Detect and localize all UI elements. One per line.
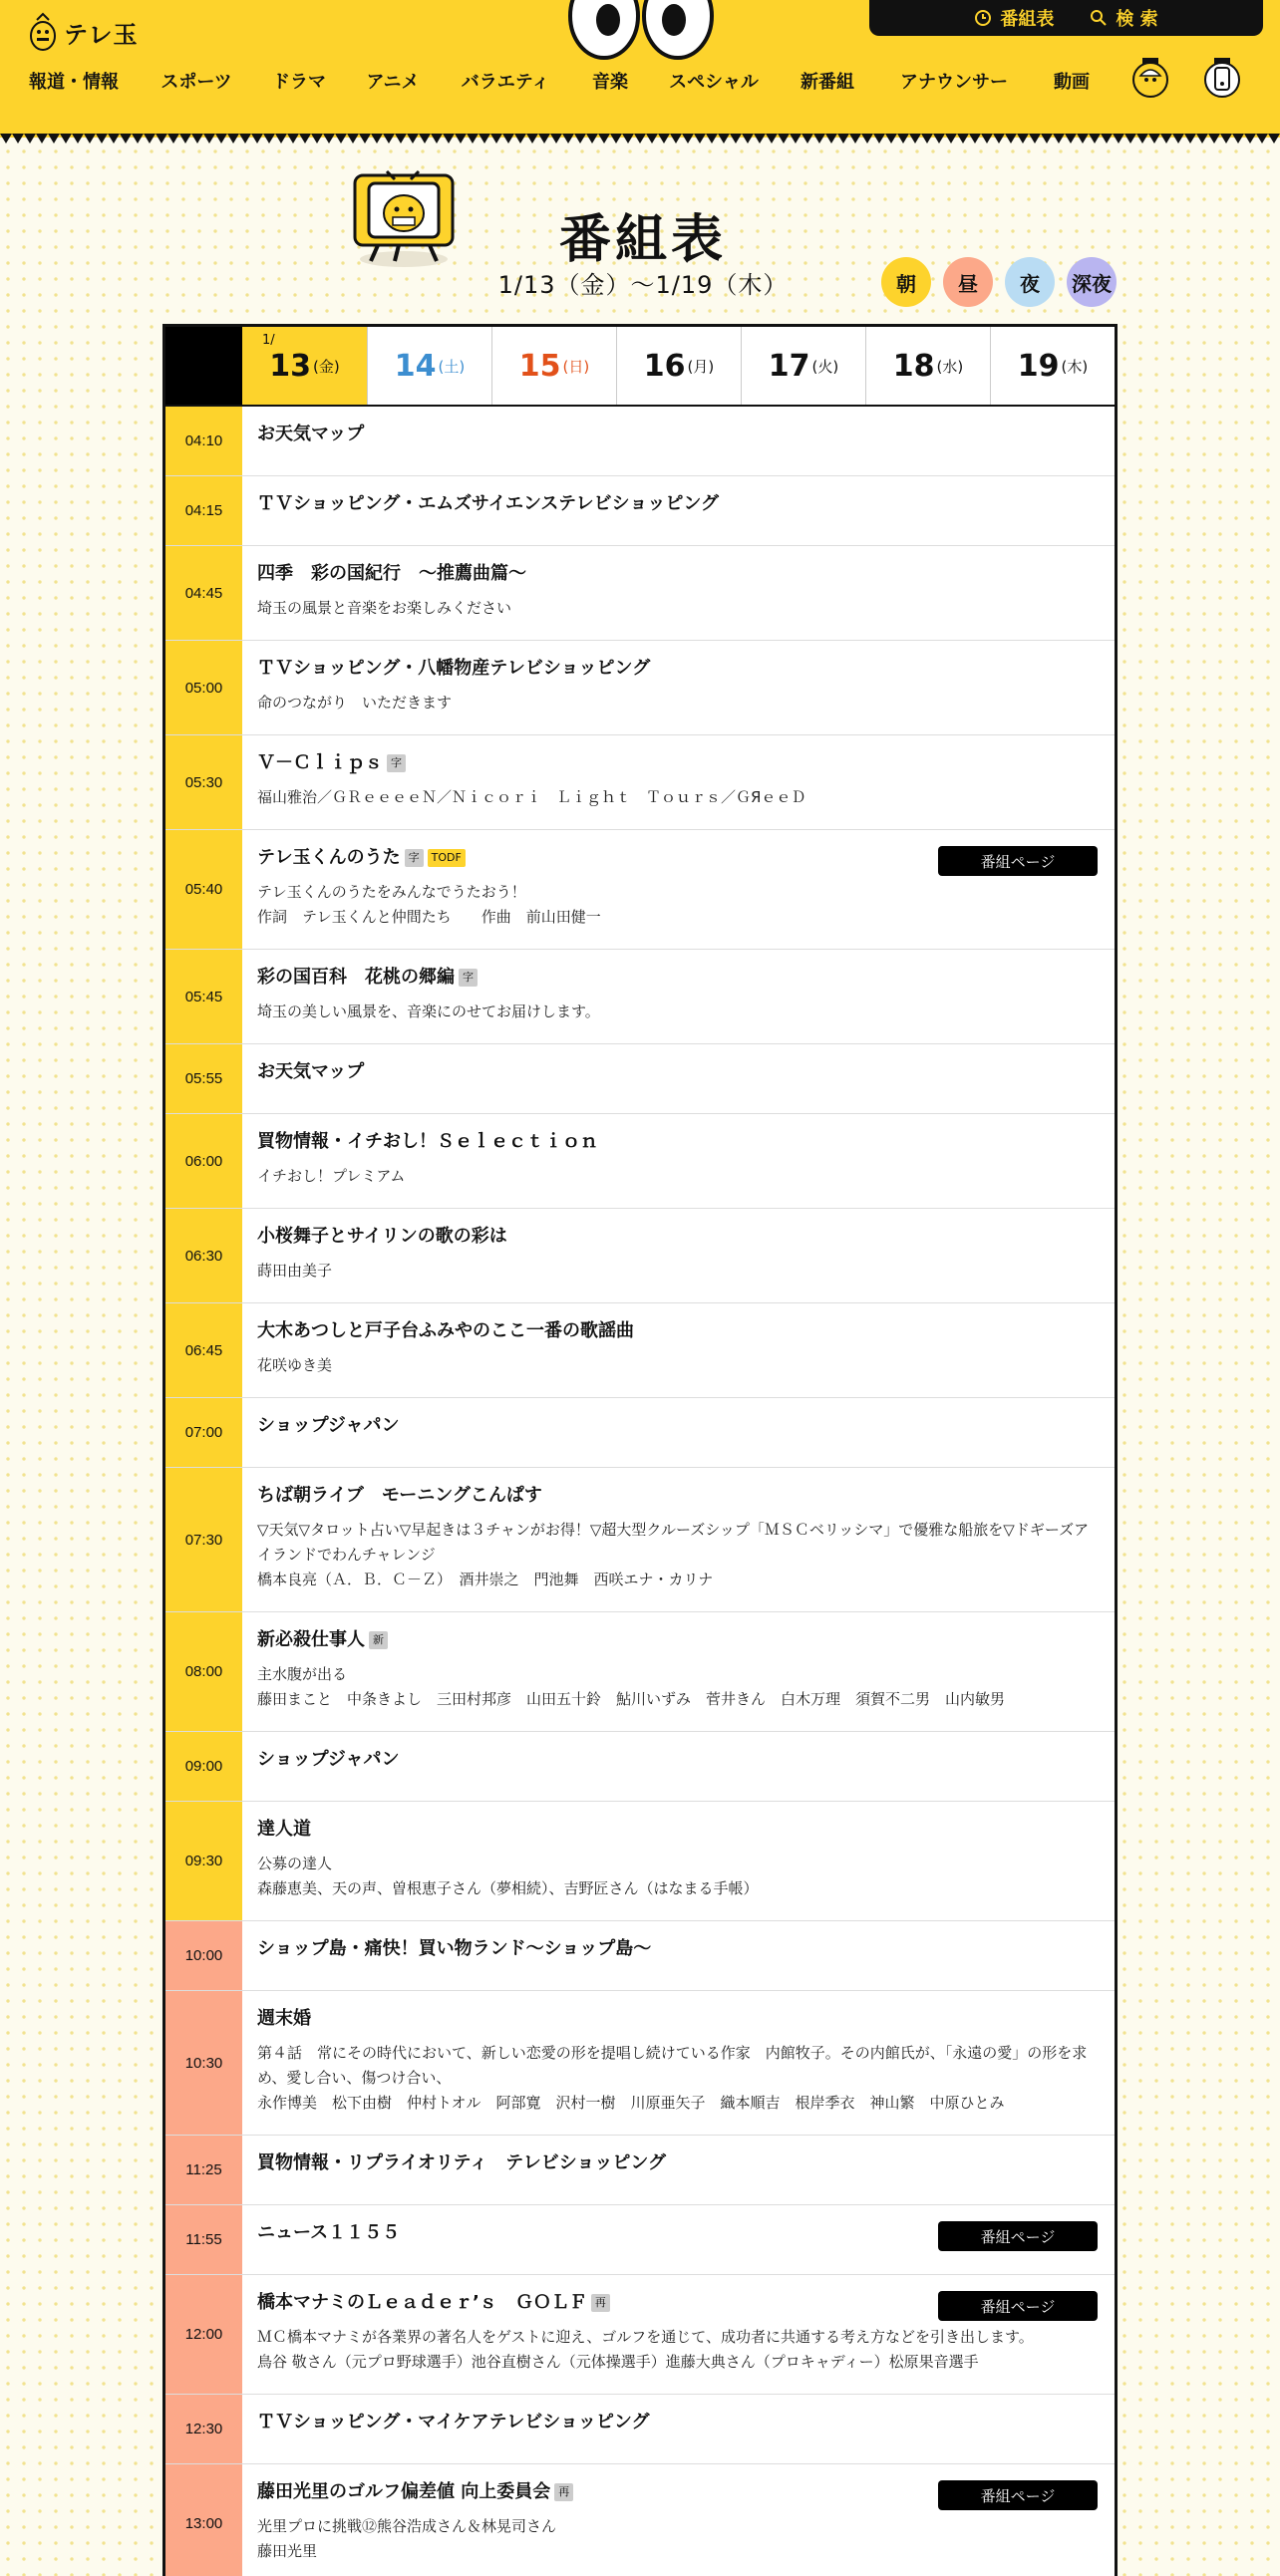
- program-time: 07:30: [165, 1468, 242, 1611]
- program-title[interactable]: 藤田光里のゴルフ偏差値 向上委員会: [257, 2481, 551, 2502]
- program-time: 05:40: [165, 830, 242, 949]
- schedule-link-label: 番組表: [1000, 9, 1055, 30]
- program-description: 花咲ゆき美: [257, 1356, 333, 1374]
- program-info: [242, 546, 1115, 640]
- nav-sports[interactable]: スポーツ: [160, 72, 232, 93]
- program-tag: 新: [369, 1631, 388, 1649]
- program-title[interactable]: お天気マップ: [257, 424, 365, 444]
- program-description: 主水腹が出る: [257, 1665, 348, 1683]
- day-tab-15[interactable]: [491, 327, 616, 405]
- program-row[interactable]: [165, 546, 1115, 641]
- program-time: 06:45: [165, 1303, 242, 1397]
- schedule-link[interactable]: [974, 5, 1054, 31]
- date-range: 1/13（金）〜1/19（木）: [497, 271, 789, 299]
- day-tab-18[interactable]: [865, 327, 990, 405]
- program-time: 07:00: [165, 1398, 242, 1467]
- program-tag: 字: [459, 969, 478, 987]
- program-info: [242, 476, 1115, 545]
- program-description: 埼玉の美しい風景を、音楽にのせてお届けします。: [257, 1002, 600, 1020]
- program-row[interactable]: [165, 1114, 1115, 1209]
- program-row[interactable]: [165, 2275, 1115, 2395]
- program-info: [242, 1303, 1115, 1397]
- program-title-line: [257, 1628, 1097, 1652]
- program-title-line: [257, 1937, 1097, 1961]
- program-info: [242, 2464, 1115, 2576]
- program-title-line: [257, 1818, 1097, 1842]
- daytime-filter-button[interactable]: [943, 257, 993, 307]
- late-night-filter-button[interactable]: [1067, 257, 1117, 307]
- program-description: 公募の達人: [257, 1855, 333, 1872]
- program-time: 05:55: [165, 1044, 242, 1113]
- program-cast: 橋本良亮（Ａ．Ｂ．Ｃ－Ｚ） 酒井崇之 門池舞 西咲エナ・カリナ: [257, 1571, 714, 1588]
- program-tag: TODF: [428, 849, 466, 867]
- page-title: 番組表: [558, 210, 727, 270]
- program-schedule: [162, 324, 1118, 2576]
- program-title-line: [257, 1225, 1097, 1249]
- program-row[interactable]: [165, 1802, 1115, 1921]
- tv-mascot-icon: [349, 165, 459, 271]
- program-info: [242, 1468, 1115, 1611]
- day-tab-13[interactable]: [242, 327, 367, 405]
- program-list: [165, 407, 1115, 2576]
- search-link-label: 検 索: [1116, 9, 1158, 30]
- program-info: [242, 641, 1115, 734]
- program-page-button[interactable]: 番組ページ: [938, 2480, 1098, 2510]
- program-time: 09:00: [165, 1732, 242, 1801]
- day-tab-weekday: (日): [562, 357, 590, 376]
- program-row[interactable]: [165, 1303, 1115, 1398]
- program-info: [242, 1802, 1115, 1920]
- program-info: [242, 2136, 1115, 2204]
- program-time: 04:15: [165, 476, 242, 545]
- program-description: 埼玉の風景と音楽をお楽しみください: [257, 599, 512, 617]
- program-title[interactable]: 橋本マナミのＬｅａｄｅｒ’ｓ ＧＯＬＦ: [257, 2292, 587, 2313]
- day-tab-weekday: (金): [313, 357, 340, 376]
- program-row[interactable]: [165, 1398, 1115, 1468]
- program-row[interactable]: [165, 1732, 1115, 1802]
- program-info: [242, 2395, 1115, 2463]
- night-filter-label: 夜: [1020, 271, 1040, 296]
- program-row[interactable]: [165, 476, 1115, 546]
- program-title-line: [257, 2411, 1097, 2434]
- program-title[interactable]: ＴＶショッピング・エムズサイエンステレビショッピング: [257, 493, 719, 514]
- program-time: 12:00: [165, 2275, 242, 2394]
- program-description: 命のつながり いただきます: [257, 694, 453, 712]
- program-title[interactable]: 買物情報・イチおし！Ｓｅｌｅｃｔｉｏｎ: [257, 1131, 598, 1152]
- program-time: 13:00: [165, 2464, 242, 2576]
- program-row[interactable]: [165, 1921, 1115, 1991]
- program-time: 09:30: [165, 1802, 242, 1920]
- nav-videos[interactable]: 動画: [1054, 72, 1090, 93]
- program-title[interactable]: ちば朝ライブ モーニングこんぱす: [257, 1485, 542, 1506]
- program-title[interactable]: ＴＶショッピング・マイケアテレビショッピング: [257, 2412, 650, 2433]
- program-time: 05:30: [165, 735, 242, 829]
- program-title-line: [257, 2151, 1097, 2175]
- nav-announcers[interactable]: アナウンサー: [900, 72, 1008, 93]
- day-tab-number: 14: [394, 348, 437, 384]
- day-tab-17[interactable]: [741, 327, 865, 405]
- program-info: [242, 1114, 1115, 1208]
- program-info: [242, 1732, 1115, 1801]
- day-tab-weekday: (土): [438, 357, 466, 376]
- program-time: 05:45: [165, 950, 242, 1043]
- program-row[interactable]: [165, 735, 1115, 830]
- program-row[interactable]: [165, 1209, 1115, 1303]
- program-title[interactable]: ショップジャパン: [257, 1415, 400, 1436]
- day-tab-19[interactable]: [990, 327, 1115, 405]
- program-cast: 鳥谷 敬さん（元プロ野球選手）池谷直樹さん（元体操選手）進藤大典さん（プロキャディー）松原果音選手: [257, 2353, 979, 2371]
- program-row[interactable]: [165, 830, 1115, 950]
- program-description: ▽天気▽タロット占い▽早起きは３チャンがお得！▽超大型クルーズシップ「ＭＳＣベリッシマ」で優雅な船旅を▽ドギーズアイランドでわんチャレンジ: [257, 1521, 1090, 1564]
- program-title[interactable]: 彩の国百科 花桃の郷編: [257, 967, 455, 988]
- program-title-line: [257, 1748, 1097, 1772]
- program-cast: 作詞 テレ玉くんと仲間たち 作曲 前山田健一: [257, 908, 601, 926]
- program-title-line: [257, 751, 1097, 775]
- site-header: [0, 0, 1280, 138]
- program-title-line: [257, 966, 1097, 990]
- program-title-line: [257, 492, 1097, 516]
- program-description: 第４話 常にその時代において、新しい恋愛の形を提唱し続けている作家 内館牧子。その内館氏が、「永遠の愛」の形を求め、愛し合い、傷つけ合い、: [257, 2044, 1088, 2087]
- morning-filter-label: 朝: [896, 271, 916, 296]
- program-cast: 藤田光里: [257, 2542, 318, 2560]
- nav-anime[interactable]: アニメ: [366, 72, 420, 93]
- program-info: [242, 1209, 1115, 1302]
- tere-tama-kun-badge-icon[interactable]: [1130, 54, 1170, 100]
- nav-new-programs[interactable]: 新番組: [800, 72, 854, 93]
- program-title[interactable]: ＴＶショッピング・八幡物産テレビショッピング: [257, 658, 651, 679]
- program-title[interactable]: ショップジャパン: [257, 1749, 400, 1770]
- program-row[interactable]: [165, 950, 1115, 1044]
- mascot-logo-icon: [28, 12, 58, 52]
- program-time: 10:30: [165, 1991, 242, 2135]
- day-tab-number: 15: [518, 348, 561, 384]
- day-tab-number: 17: [768, 348, 810, 384]
- search-link[interactable]: [1090, 5, 1157, 31]
- program-title-line: [257, 657, 1097, 681]
- program-title[interactable]: 達人道: [257, 1819, 311, 1840]
- morning-filter-button[interactable]: [881, 257, 931, 307]
- program-row[interactable]: [165, 1044, 1115, 1114]
- program-title[interactable]: 四季 彩の国紀行 ～推薦曲篇～: [257, 563, 526, 584]
- program-info: [242, 1044, 1115, 1113]
- program-tag: 再: [554, 2483, 573, 2501]
- site-logo[interactable]: [28, 12, 139, 52]
- program-time: 06:00: [165, 1114, 242, 1208]
- program-row[interactable]: [165, 2205, 1115, 2275]
- program-row[interactable]: [165, 407, 1115, 476]
- program-info: [242, 2205, 1115, 2274]
- program-description: 福山雅治／ＧＲｅｅｅｅＮ／Ｎｉｃｏｒｉ Ｌｉｇｈｔ Ｔｏｕｒｓ／ＧЯｅｅＤ: [257, 788, 806, 806]
- top-links-bar: [869, 0, 1263, 36]
- program-tag: 再: [591, 2294, 610, 2312]
- day-tab-number: 19: [1017, 348, 1060, 384]
- program-cast: 森藤恵美、天の声、曽根恵子さん（夢相続）、吉野匠さん（はなまる手帳）: [257, 1879, 759, 1897]
- program-title[interactable]: テレ玉くんのうた: [257, 847, 401, 868]
- day-tabs: [165, 327, 1115, 407]
- program-title-line: [257, 562, 1097, 586]
- program-page-button[interactable]: 番組ページ: [938, 2291, 1098, 2321]
- program-page-button[interactable]: 番組ページ: [938, 2221, 1098, 2251]
- program-time: 06:30: [165, 1209, 242, 1302]
- program-row[interactable]: [165, 2136, 1115, 2205]
- clock-icon: [974, 9, 992, 27]
- program-time: 04:45: [165, 546, 242, 640]
- program-time: 04:10: [165, 407, 242, 475]
- program-time: 05:00: [165, 641, 242, 734]
- program-row[interactable]: [165, 1991, 1115, 2136]
- program-row[interactable]: [165, 2464, 1115, 2576]
- program-info: [242, 1398, 1115, 1467]
- program-title[interactable]: 小桜舞子とサイリンの歌の彩は: [257, 1226, 507, 1247]
- day-tab-number: 18: [892, 348, 935, 384]
- program-tag: 字: [387, 754, 406, 772]
- program-title-line: [257, 1319, 1097, 1343]
- day-tab-number: 13: [269, 348, 312, 384]
- program-info: [242, 1991, 1115, 2135]
- program-title[interactable]: 新必殺仕事人: [257, 1629, 365, 1650]
- nav-special[interactable]: スペシャル: [669, 72, 759, 93]
- program-row[interactable]: [165, 1612, 1115, 1732]
- program-row[interactable]: [165, 1468, 1115, 1612]
- program-time: 11:55: [165, 2205, 242, 2274]
- program-title[interactable]: 買物情報・リプライオリティ テレビショッピング: [257, 2152, 667, 2173]
- program-title[interactable]: 週末婚: [257, 2008, 311, 2029]
- program-title-line: [257, 1130, 1097, 1154]
- logo-text: テレ玉: [64, 20, 139, 49]
- nav-news[interactable]: 報道・情報: [29, 72, 119, 93]
- program-row[interactable]: [165, 2395, 1115, 2464]
- late-night-filter-label: 深夜: [1072, 271, 1112, 296]
- day-tab-weekday: (木): [1061, 357, 1089, 376]
- search-icon: [1090, 9, 1108, 27]
- program-info: [242, 950, 1115, 1043]
- day-tabs-corner: [165, 327, 242, 405]
- program-title[interactable]: 大木あつしと戸子台ふみやのここ一番の歌謡曲: [257, 1320, 634, 1341]
- program-title[interactable]: お天気マップ: [257, 1061, 365, 1082]
- program-title[interactable]: Ｖ－Ｃｌｉｐｓ: [257, 752, 383, 773]
- program-time: 11:25: [165, 2136, 242, 2204]
- night-filter-button[interactable]: [1005, 257, 1055, 307]
- program-cast: 永作博美 松下由樹 仲村トオル 阿部寛 沢村一樹 川原亜矢子 織本順吉 根岸季衣 神山繁 中原ひとみ: [257, 2094, 1005, 2112]
- program-title-line: [257, 1414, 1097, 1438]
- program-time: 08:00: [165, 1612, 242, 1731]
- daytime-filter-label: 昼: [958, 271, 978, 296]
- day-tab-month: 1/: [262, 333, 275, 348]
- day-tab-weekday: (月): [687, 357, 715, 376]
- program-page-button[interactable]: 番組ページ: [938, 846, 1098, 876]
- header-zigzag-edge: [0, 134, 1280, 149]
- program-tag: 字: [405, 849, 424, 867]
- day-tab-14[interactable]: [367, 327, 491, 405]
- program-info: [242, 735, 1115, 829]
- program-description: イチおし！プレミアム: [257, 1167, 406, 1185]
- nav-drama[interactable]: ドラマ: [272, 72, 326, 93]
- program-description: 光里プロに挑戦⑫熊谷浩成さん＆林晃司さん: [257, 2517, 557, 2535]
- program-title-line: [257, 1484, 1097, 1508]
- program-description: 蒔田由美子: [257, 1262, 333, 1280]
- program-info: [242, 2275, 1115, 2394]
- program-info: [242, 407, 1115, 475]
- program-title-line: [257, 1060, 1097, 1084]
- program-info: [242, 1612, 1115, 1731]
- program-title-line: [257, 2007, 1097, 2031]
- program-title[interactable]: ニュース１１５５: [257, 2222, 401, 2243]
- program-time: 12:30: [165, 2395, 242, 2463]
- program-time: 10:00: [165, 1921, 242, 1990]
- program-description: テレ玉くんのうたをみんなでうたおう！: [257, 883, 526, 901]
- day-tab-number: 16: [643, 348, 686, 384]
- nav-music[interactable]: 音楽: [592, 72, 628, 93]
- program-info: [242, 1921, 1115, 1990]
- day-tab-weekday: (水): [936, 357, 964, 376]
- program-title-line: [257, 423, 1097, 446]
- main-nav: [0, 68, 1280, 104]
- day-tab-16[interactable]: [616, 327, 741, 405]
- day-tab-weekday: (火): [811, 357, 839, 376]
- program-row[interactable]: [165, 641, 1115, 735]
- program-info: [242, 830, 1115, 949]
- nav-variety[interactable]: バラエティ: [461, 72, 550, 93]
- tere-tama-channel-badge-icon[interactable]: [1202, 54, 1242, 100]
- program-description: ＭＣ橋本マナミが各業界の著名人をゲストに迎え、ゴルフを通じて、成功者に共通する考え方などを引き出します。: [257, 2328, 1034, 2346]
- program-title[interactable]: ショップ島・痛快！買い物ランド～ショップ島～: [257, 1938, 652, 1959]
- mascot-eyes-icon: [566, 0, 716, 62]
- program-cast: 藤田まこと 中条きよし 三田村邦彦 山田五十鈴 鮎川いずみ 菅井きん 白木万理 須賀不二男 山内敏男: [257, 1690, 1006, 1708]
